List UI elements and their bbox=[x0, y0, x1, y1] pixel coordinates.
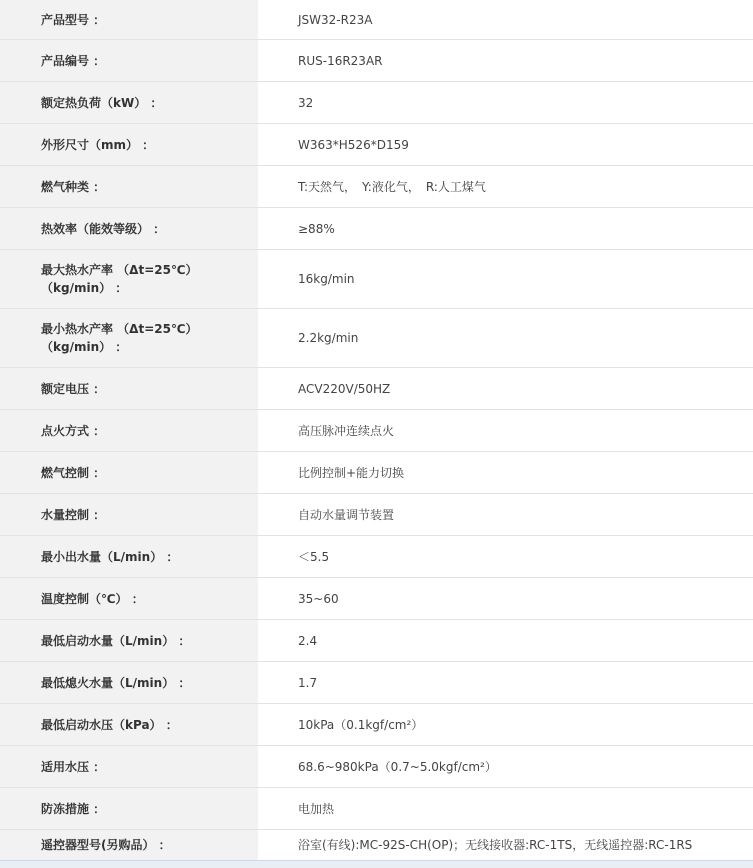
spec-value: 自动水量调节装置 bbox=[258, 494, 753, 536]
spec-row-gas-type bbox=[0, 166, 753, 208]
spec-row-thermal-efficiency bbox=[0, 208, 753, 250]
spec-row-max-hot-water-rate bbox=[0, 250, 753, 309]
spec-value: 16kg/min bbox=[258, 250, 753, 309]
spec-value: W363*H526*D159 bbox=[258, 124, 753, 166]
spec-label: 最小出水量（L/min） ： bbox=[0, 536, 258, 578]
spec-row-ignition-method bbox=[0, 410, 753, 452]
spec-label: 燃气控制 ： bbox=[0, 452, 258, 494]
spec-row-temperature-control bbox=[0, 578, 753, 620]
spec-label: 产品编号 ： bbox=[0, 40, 258, 82]
spec-label: 温度控制（℃） ： bbox=[0, 578, 258, 620]
spec-label: 产品型号 ： bbox=[0, 0, 258, 40]
spec-value: JSW32-R23A bbox=[258, 0, 753, 40]
spec-label: 外形尺寸（mm） ： bbox=[0, 124, 258, 166]
spec-label: 额定电压 ： bbox=[0, 368, 258, 410]
spec-value: T:天然气， Y:液化气， R:人工煤气 bbox=[258, 166, 753, 208]
spec-row-water-control bbox=[0, 494, 753, 536]
spec-value: ≥88% bbox=[258, 208, 753, 250]
spec-value: 电加热 bbox=[258, 788, 753, 830]
spec-label: 燃气种类 ： bbox=[0, 166, 258, 208]
spec-value: 35~60 bbox=[258, 578, 753, 620]
spec-value: 1.7 bbox=[258, 662, 753, 704]
spec-row-min-hot-water-rate bbox=[0, 309, 753, 368]
spec-value: 32 bbox=[258, 82, 753, 124]
spec-value: 2.4 bbox=[258, 620, 753, 662]
spec-value: 68.6~980kPa（0.7~5.0kgf/cm²） bbox=[258, 746, 753, 788]
spec-row-min-start-water-flow bbox=[0, 620, 753, 662]
spec-row-model bbox=[0, 0, 753, 40]
spec-row-gas-control bbox=[0, 452, 753, 494]
spec-value: 10kPa（0.1kgf/cm²） bbox=[258, 704, 753, 746]
spec-value: 浴室(有线):MC-92S-CH(OP)；无线接收器:RC-1TS，无线遥控器:RC-1RS bbox=[258, 830, 753, 861]
spec-row-min-start-water-pressure bbox=[0, 704, 753, 746]
spec-value: ACV220V/50HZ bbox=[258, 368, 753, 410]
spec-row-min-shutoff-water-flow bbox=[0, 662, 753, 704]
spec-label: 点火方式 ： bbox=[0, 410, 258, 452]
spec-label: 最小热水产率 （Δt=25℃） （kg/min） ： bbox=[0, 309, 258, 368]
spec-row-product-code bbox=[0, 40, 753, 82]
spec-row-min-water-output bbox=[0, 536, 753, 578]
spec-label: 防冻措施 ： bbox=[0, 788, 258, 830]
spec-value: 比例控制+能力切换 bbox=[258, 452, 753, 494]
spec-row-remote-model bbox=[0, 830, 753, 861]
spec-label: 适用水压 ： bbox=[0, 746, 258, 788]
spec-label: 遥控器型号(另购品） ： bbox=[0, 830, 258, 861]
spec-label: 最低启动水量（L/min） ： bbox=[0, 620, 258, 662]
spec-label: 最低启动水压（kPa） ： bbox=[0, 704, 258, 746]
spec-row-applicable-water-pressure bbox=[0, 746, 753, 788]
spec-label: 最大热水产率 （Δt=25℃） （kg/min） ： bbox=[0, 250, 258, 309]
spec-label: 水量控制 ： bbox=[0, 494, 258, 536]
spec-value: 高压脉冲连续点火 bbox=[258, 410, 753, 452]
spec-label: 额定热负荷（kW） ： bbox=[0, 82, 258, 124]
spec-row-rated-heat-load bbox=[0, 82, 753, 124]
spec-row-rated-voltage bbox=[0, 368, 753, 410]
spec-value: 2.2kg/min bbox=[258, 309, 753, 368]
spec-label: 热效率（能效等级） ： bbox=[0, 208, 258, 250]
spec-value: ＜5.5 bbox=[258, 536, 753, 578]
spec-label: 最低熄火水量（L/min） ： bbox=[0, 662, 258, 704]
spec-row-dimensions bbox=[0, 124, 753, 166]
spec-value: RUS-16R23AR bbox=[258, 40, 753, 82]
spec-row-antifreeze bbox=[0, 788, 753, 830]
